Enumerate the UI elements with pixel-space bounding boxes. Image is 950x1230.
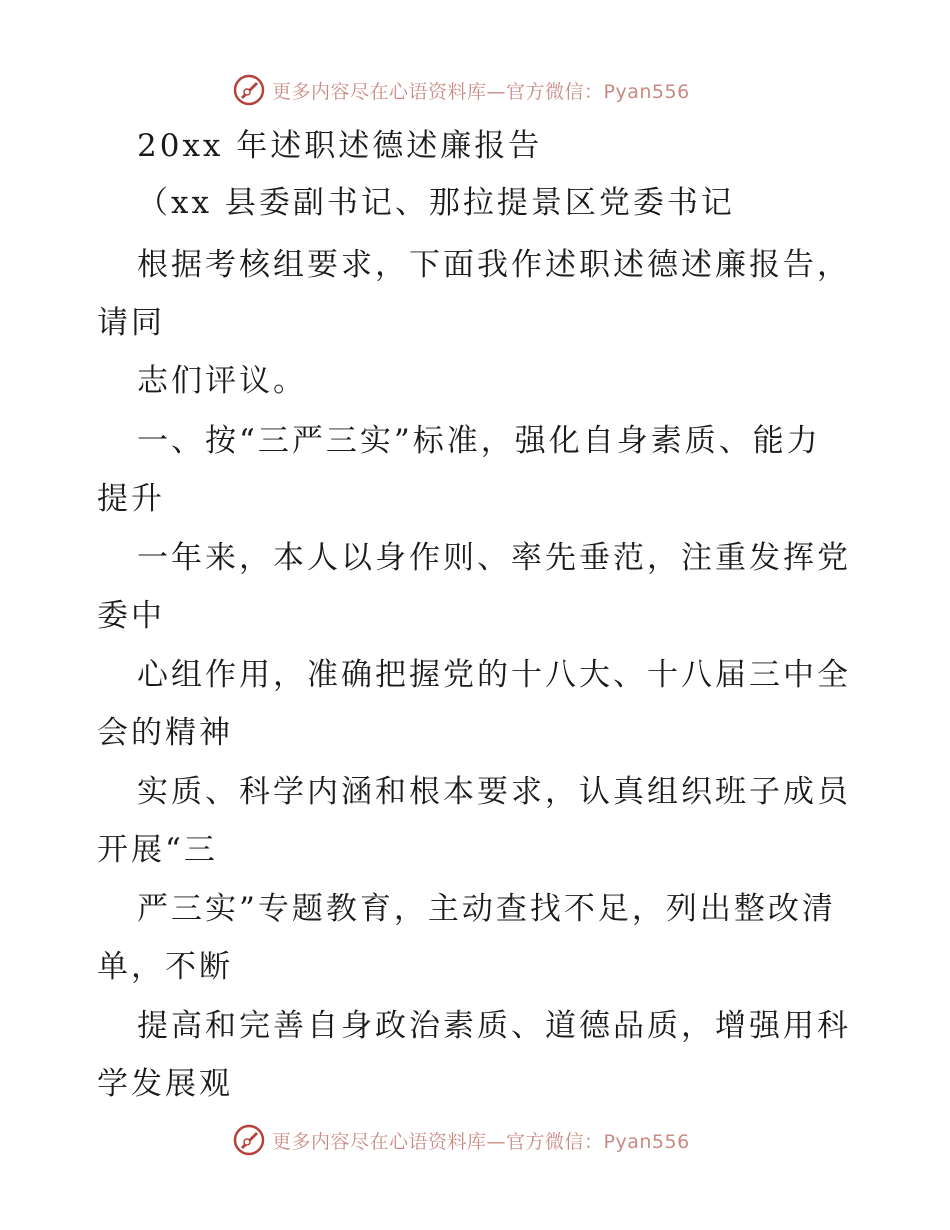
doc-line: 志们评议。 bbox=[137, 363, 307, 399]
watermark-banner-bottom bbox=[232, 1120, 690, 1160]
doc-line: 心组作用，准确把握党的十八大、十八届三中全 bbox=[137, 657, 851, 693]
doc-line: 严三实”专题教育，主动查找不足，列出整改清 bbox=[137, 891, 836, 927]
section-heading: 提升 bbox=[97, 481, 165, 517]
doc-line: 开展“三 bbox=[97, 832, 218, 868]
watermark-banner-top bbox=[232, 70, 690, 110]
doc-line: 根据考核组要求，下面我作述职述德述廉报告， bbox=[137, 247, 851, 283]
watermark-text: 更多内容尽在心语资料库—官方微信：Pyan556 bbox=[272, 1130, 690, 1153]
quill-circle-logo-icon bbox=[232, 73, 266, 107]
doc-line: 会的精神 bbox=[97, 715, 233, 751]
doc-line: 单，不断 bbox=[97, 949, 233, 985]
doc-line: 委中 bbox=[97, 598, 165, 634]
quill-circle-logo-icon bbox=[232, 1123, 266, 1157]
section-heading: 一、按“三严三实”标准，强化自身素质、能力 bbox=[137, 423, 821, 459]
watermark-text: 更多内容尽在心语资料库—官方微信：Pyan556 bbox=[272, 80, 690, 103]
doc-line: 学发展观 bbox=[97, 1066, 233, 1102]
doc-subtitle: （xx 县委副书记、那拉提景区党委书记 bbox=[137, 185, 735, 221]
doc-line: 实质、科学内涵和根本要求，认真组织班子成员 bbox=[137, 774, 851, 810]
doc-line: 提高和完善自身政治素质、道德品质，增强用科 bbox=[137, 1008, 851, 1044]
doc-title: 20xx 年述职述德述廉报告 bbox=[137, 128, 543, 164]
doc-line: 一年来，本人以身作则、率先垂范，注重发挥党 bbox=[137, 540, 851, 576]
doc-line: 请同 bbox=[97, 305, 165, 341]
